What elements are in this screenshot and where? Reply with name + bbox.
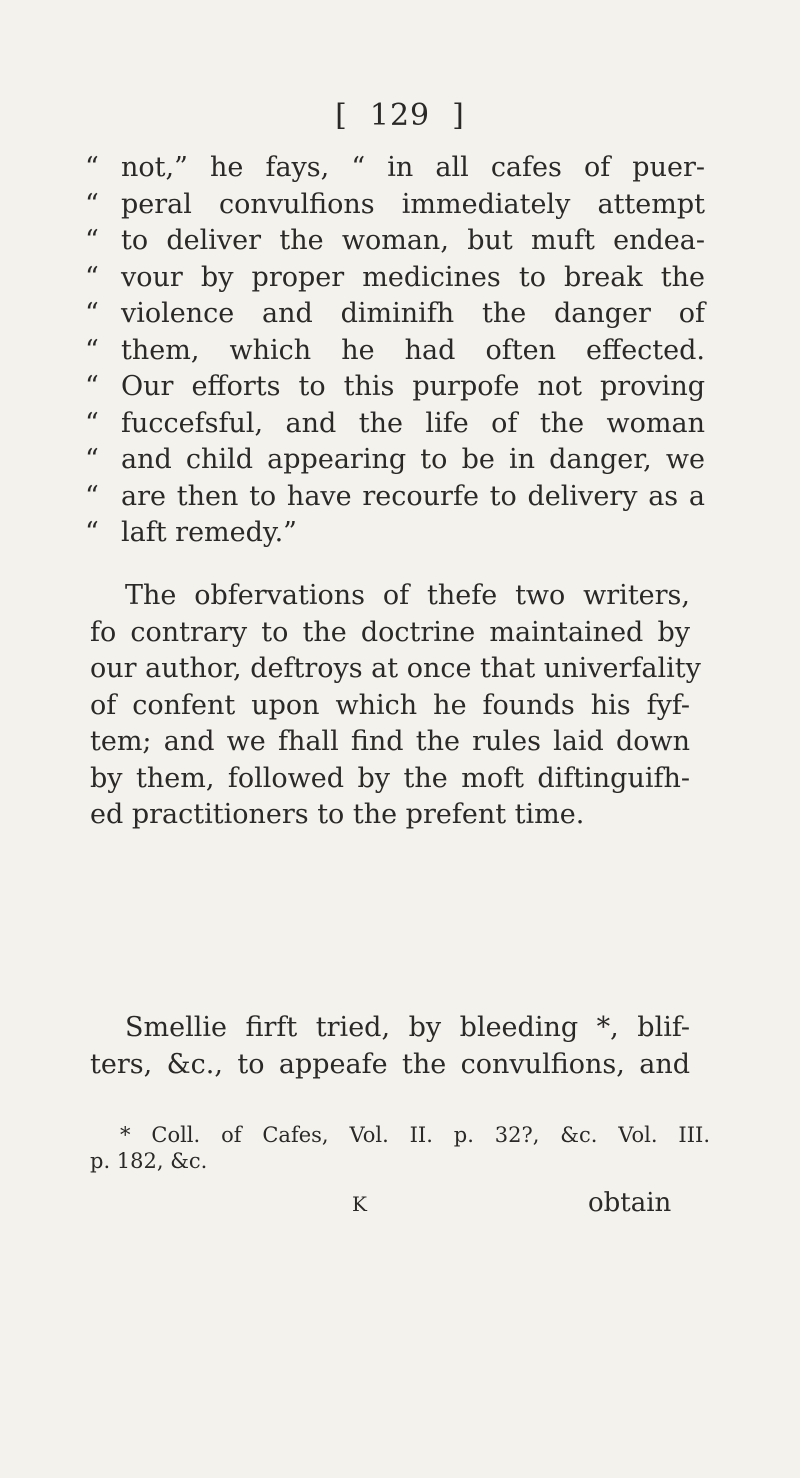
- quote-mark: “: [85, 480, 99, 512]
- quote-line-text: them, which he had often effected.: [121, 334, 705, 366]
- quote-line-text: peral convulfions immediately attempt: [121, 188, 705, 220]
- quote-mark: “: [85, 334, 99, 366]
- right-bracket: ]: [452, 98, 465, 133]
- quote-line: [85, 442, 705, 479]
- quoted-passage: [85, 150, 705, 552]
- quote-mark: “: [85, 371, 99, 402]
- footnote: [90, 1122, 710, 1174]
- quote-line: [85, 187, 705, 224]
- quote-line-text: not,” he fays, “ in all cafes of puer-: [121, 152, 705, 183]
- quote-mark: “: [85, 261, 99, 293]
- page-number: 129: [369, 98, 431, 133]
- quote-line-text: to deliver the woman, but muft endea-: [121, 225, 705, 256]
- quote-line: [85, 369, 705, 406]
- quote-line-text: are then to have recourfe to delivery as a: [121, 480, 705, 512]
- paragraph-line: ed practitioners to the prefent time.: [90, 799, 585, 830]
- quote-line-text: fuccefsful, and the life of the woman: [121, 407, 705, 439]
- quote-line: [85, 515, 705, 552]
- quote-line-text: vour by proper medicines to break the: [121, 261, 705, 293]
- quote-mark: “: [85, 444, 99, 475]
- quote-mark: “: [85, 407, 99, 439]
- quote-line: [85, 223, 705, 260]
- quote-line-text: and child appearing to be in danger, we: [121, 444, 705, 475]
- paragraph-line: tem; and we fhall find the rules laid down: [90, 726, 690, 757]
- quote-line: [85, 260, 705, 297]
- quote-line-text: violence and diminifh the danger of: [121, 298, 705, 329]
- quote-line: [85, 333, 705, 370]
- signature-mark: K: [352, 1192, 367, 1216]
- quote-mark: “: [85, 517, 99, 548]
- footnote-line: p. 182, &c.: [90, 1149, 208, 1173]
- paragraph-line: The obfervations of thefe two writers,: [125, 580, 690, 611]
- quote-line: [85, 406, 705, 443]
- quote-line-text: laft remedy.”: [121, 517, 297, 548]
- paragraph-line: fo contrary to the doctrine maintained by: [90, 616, 690, 648]
- paragraph-line: ters, &c., to appeafe the convulfions, and: [90, 1048, 690, 1080]
- quote-mark: “: [85, 298, 99, 329]
- paragraph-line: of confent upon which he founds his fyf-: [90, 689, 690, 721]
- page-header: [0, 98, 800, 133]
- catchword: obtain: [588, 1188, 672, 1218]
- quote-mark: “: [85, 152, 99, 183]
- paragraph-line: Smellie firft tried, by bleeding *, blif-: [125, 1012, 690, 1043]
- footnote-line: * Coll. of Cafes, Vol. II. p. 32?, &c. Vol. III.: [120, 1123, 710, 1147]
- left-bracket: [: [335, 98, 348, 133]
- quote-line-text: Our efforts to this purpofe not proving: [121, 371, 705, 402]
- paragraph-line: by them, followed by the moft diftinguifh-: [90, 762, 690, 794]
- quote-line: [85, 479, 705, 516]
- quote-mark: “: [85, 188, 99, 220]
- quote-line: [85, 150, 705, 187]
- quote-mark: “: [85, 225, 99, 256]
- paragraph-smellie: [90, 1010, 690, 1083]
- quote-line: [85, 296, 705, 333]
- paragraph-observations: [90, 578, 701, 834]
- paragraph-line: our author, deftroys at once that univerfality: [90, 653, 701, 684]
